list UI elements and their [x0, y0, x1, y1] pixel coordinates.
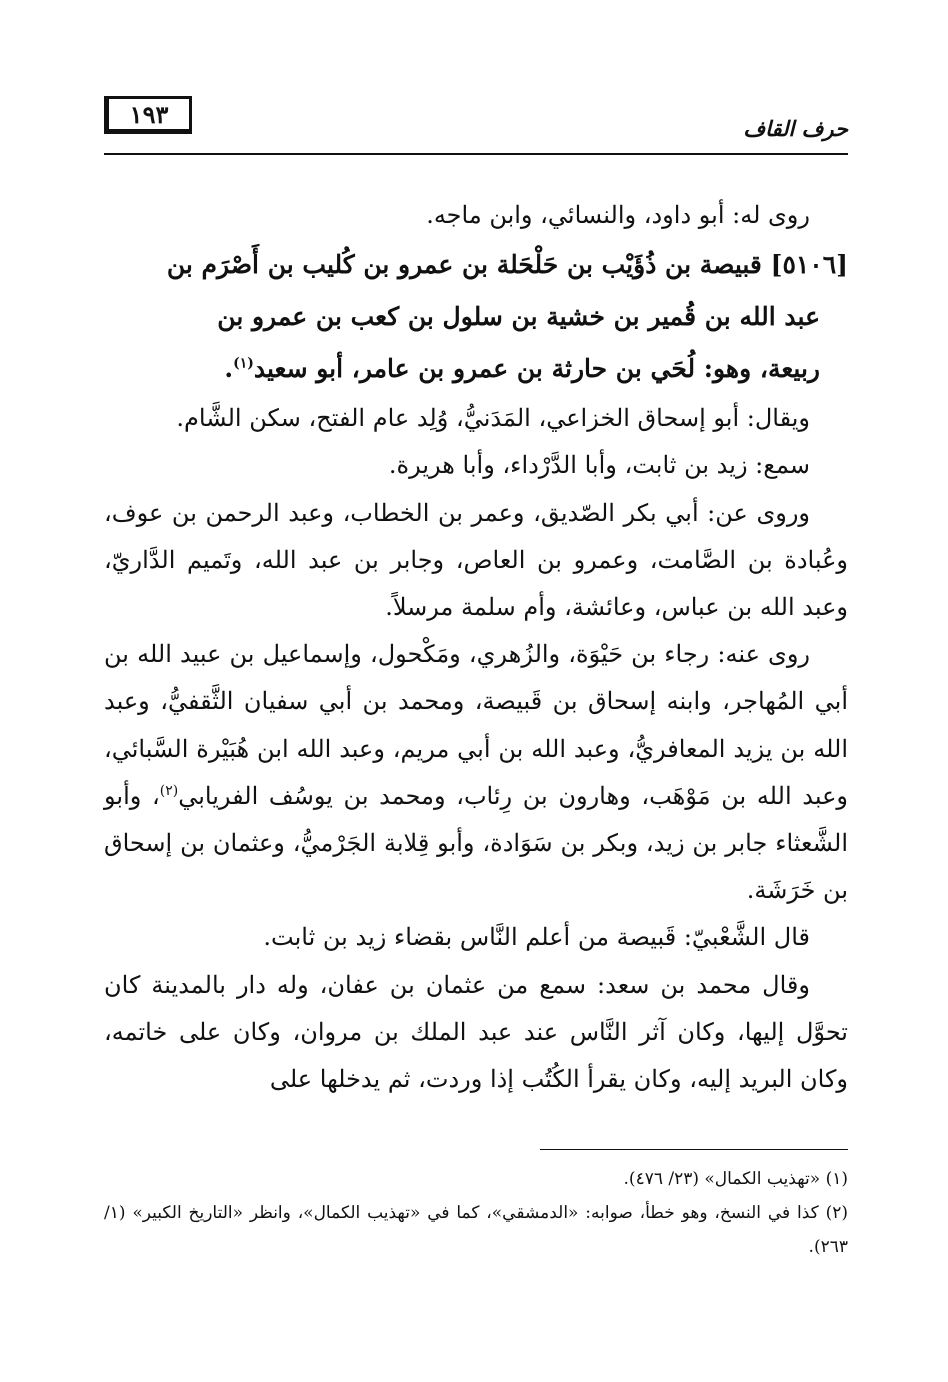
header-rule — [104, 153, 848, 155]
entry-number: [٥١٠٦] — [770, 250, 848, 280]
narrated-by-paragraph — [104, 631, 848, 914]
footnote-separator — [540, 1149, 848, 1150]
footnotes — [104, 1162, 848, 1264]
entry-line-2: عبد الله بن قُمير بن خشية بن سلول بن كعب بن عمرو بن — [217, 302, 820, 332]
narrators-paragraph: روى له: أبو داود، والنسائي، وابن ماجه. — [426, 201, 810, 229]
ibn-saad-paragraph: وقال محمد بن سعد: سمع من عثمان بن عفان، وله دار بالمدينة كان تحوَّل إليها، وكان آثر النَّاس عند عبد الملك بن مروان، وكان على خاتمه، وكان البريد إليه، وكان يقرأ الكُتُب إذا وردت، ثم يدخلها على — [104, 970, 848, 1094]
page-header — [104, 96, 848, 156]
entry-heading — [104, 239, 848, 395]
entry-line-1: قبيصة بن ذُؤَيْب بن حَلْحَلة بن عمرو بن كُليب بن أَصْرَم بن — [166, 250, 762, 280]
page-number: ١٩٣ — [104, 96, 192, 134]
narrated-by-text-b: ، وأبو الشَّعثاء جابر بن زيد، وبكر بن سَوَادة، وأبو قِلابة الجَرْميُّ، وعثمان بن إسحاق بن خَرَشَة. — [104, 781, 848, 905]
heard-from-paragraph: سمع: زيد بن ثابت، وأبا الدَّرْداء، وأبا هريرة. — [388, 451, 810, 480]
footnote-2: (٢) كذا في النسخ، وهو خطأ، صوابه: «الدمشقي»، كما في «تهذيب الكمال»، وانظر «التاريخ الكبير» (١/ ٢٦٣). — [104, 1203, 848, 1257]
main-text — [104, 192, 848, 1103]
footnote-marker-1[interactable]: (١) — [233, 355, 254, 372]
entry-line-3: ربيعة، وهو: لُحَي بن حارثة بن عمرو بن عامر، أبو سعيد — [253, 354, 820, 384]
footnote-marker-2[interactable]: (٢) — [159, 782, 179, 799]
kunya-paragraph: ويقال: أبو إسحاق الخزاعي، المَدَنيُّ، وُلِد عام الفتح، سكن الشَّام. — [176, 404, 810, 433]
shabi-quote-paragraph: قال الشَّعْبيّ: قَبيصة من أعلم النَّاس بقضاء زيد بن ثابت. — [263, 923, 810, 952]
narrated-by-text-a: روى عنه: رجاء بن حَيْوَة، والزُهري، ومَكْحول، وإسماعيل بن عبيد الله بن أبي المُهاجر، وابنه إسحاق بن قَبيصة، ومحمد بن أبي سفيان الثَّقفيُّ، وعبد الله بن يزيد المعافريُّ، وعبد الله بن أبي مريم، وعبد الله ابن هُبَيْرة السَّبائي، وعبد الله بن مَوْهَب، وهارون بن رِئاب، ومحمد بن يوسُف الفريابي — [104, 640, 848, 810]
narrated-from-paragraph: وروى عن: أبي بكر الصّديق، وعمر بن الخطاب، وعبد الرحمن بن عوف، وعُبادة بن الصَّامت، وعمرو بن العاص، وجابر بن عبد الله، وتَميم الدَّاريّ، وعبد الله بن عباس، وعائشة، وأم سلمة مرسلاً. — [104, 498, 848, 622]
running-title: حرف القاف — [743, 116, 848, 141]
footnote-1: (١) «تهذيب الكمال» (٢٣/ ٤٧٦). — [623, 1169, 848, 1189]
entry-end: . — [224, 354, 234, 384]
